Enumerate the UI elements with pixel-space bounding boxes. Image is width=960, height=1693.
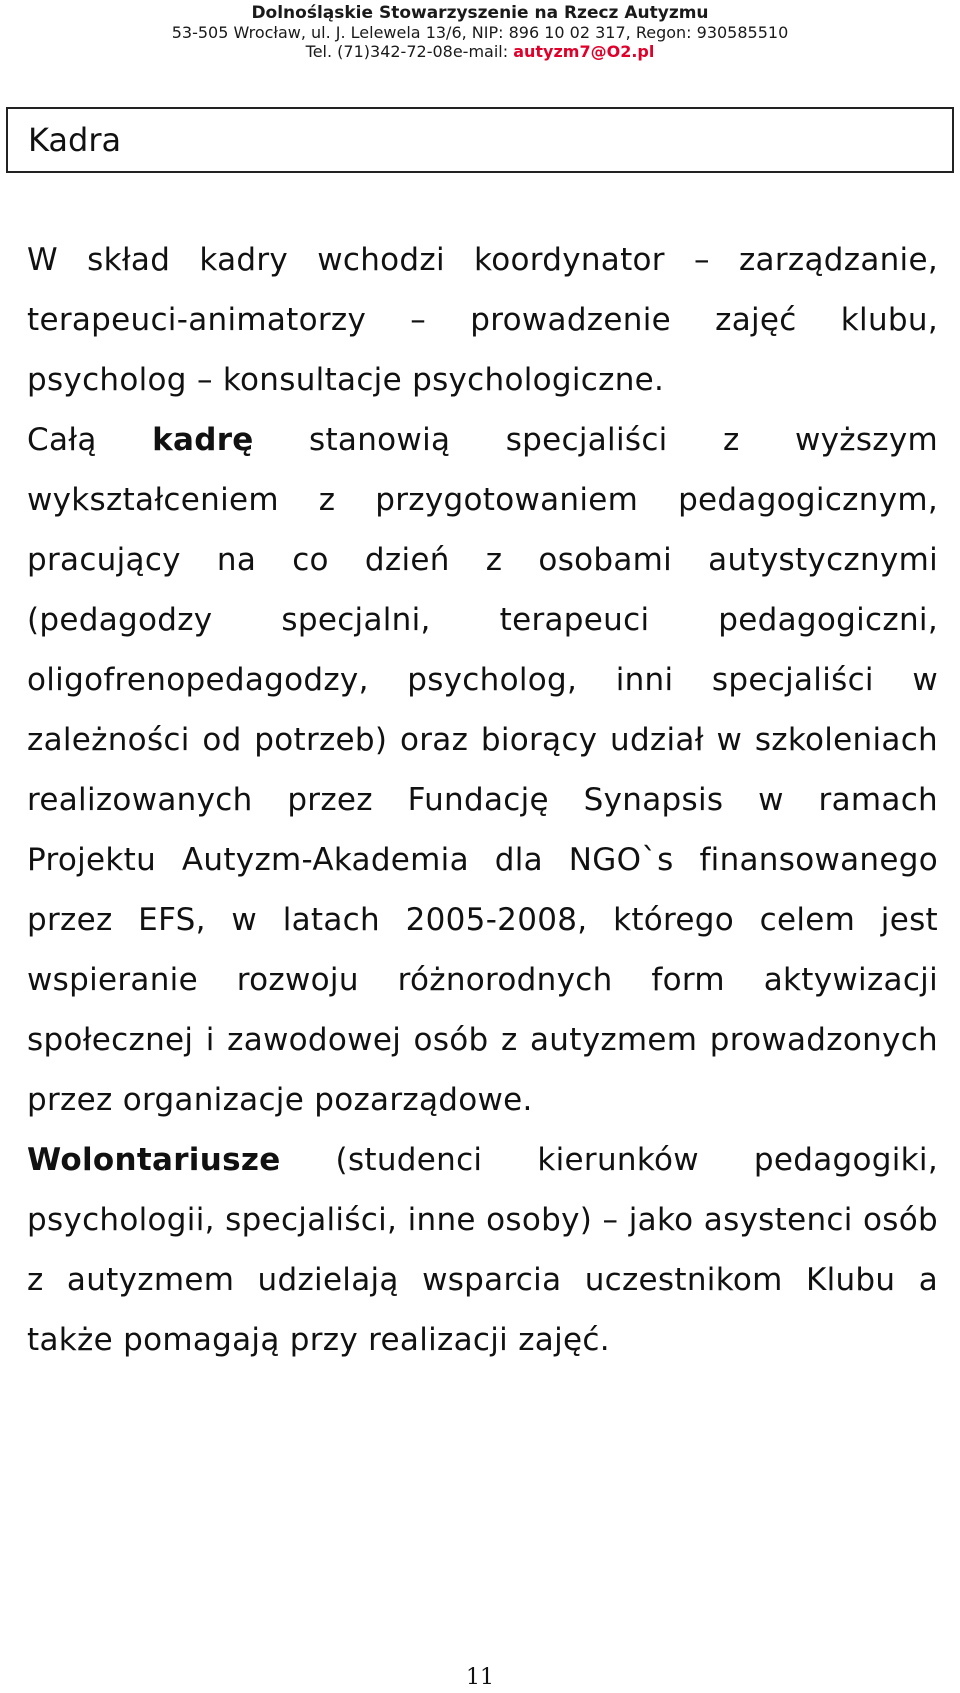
page-number: 11: [466, 1665, 494, 1690]
organization-name: Dolnośląskie Stowarzyszenie na Rzecz Autyzmu: [251, 3, 709, 23]
phone-text: Tel. (71)342-72-08e-mail:: [305, 42, 514, 61]
letterhead: [0, 4, 960, 61]
paragraph-text: (studenci kierunków pedagogiki, psychologii, specjaliści, inne osoby) – jako asystenci osób z autyzmem udzielają wsparcia uczestnikom Klubu a także pomagają przy realizacji zajęć.: [27, 1142, 938, 1358]
organization-contact: [0, 42, 960, 61]
organization-address: 53-505 Wrocław, ul. J. Lelewela 13/6, NIP: 896 10 02 317, Regon: 930585510: [171, 23, 789, 42]
paragraph-staff-roles: W skład kadry wchodzi koordynator – zarządzanie, terapeuci-animatorzy – prowadzenie zajęć klubu, psycholog – konsultacje psychologiczne.: [27, 242, 938, 398]
emphasis-volunteers: Wolontariusze: [27, 1142, 281, 1178]
paragraph-text: stanowią specjaliści z wyższym wykształceniem z przygotowaniem pedagogicznym, pracujący na co dzień z osobami autystycznymi (pedagodzy specjalni, terapeuci pedagogiczni, oligofrenopedagodzy, psycholog, inni specjaliści w zależności od potrzeb) oraz biorący udział w szkoleniach realizowanych przez Fundację Synapsis w ramach Projektu Autyzm-Akademia dla NGO`s finansowanego przez EFS, w latach 2005-2008, którego celem jest wspieranie rozwoju różnorodnych form aktywizacji społecznej i zawodowej osób z autyzmem prowadzonych przez organizacje pozarządowe.: [27, 422, 938, 1118]
paragraph-volunteers: [27, 1130, 938, 1370]
emphasis-kadre: kadrę: [152, 422, 254, 458]
body-text: [27, 230, 938, 1370]
section-title-box: [6, 107, 954, 173]
paragraph-staff-qualifications: [27, 410, 938, 1130]
paragraph-text: Całą: [27, 422, 153, 458]
section-title: Kadra: [28, 121, 122, 159]
email-link[interactable]: autyzm7@O2.pl: [513, 42, 655, 61]
